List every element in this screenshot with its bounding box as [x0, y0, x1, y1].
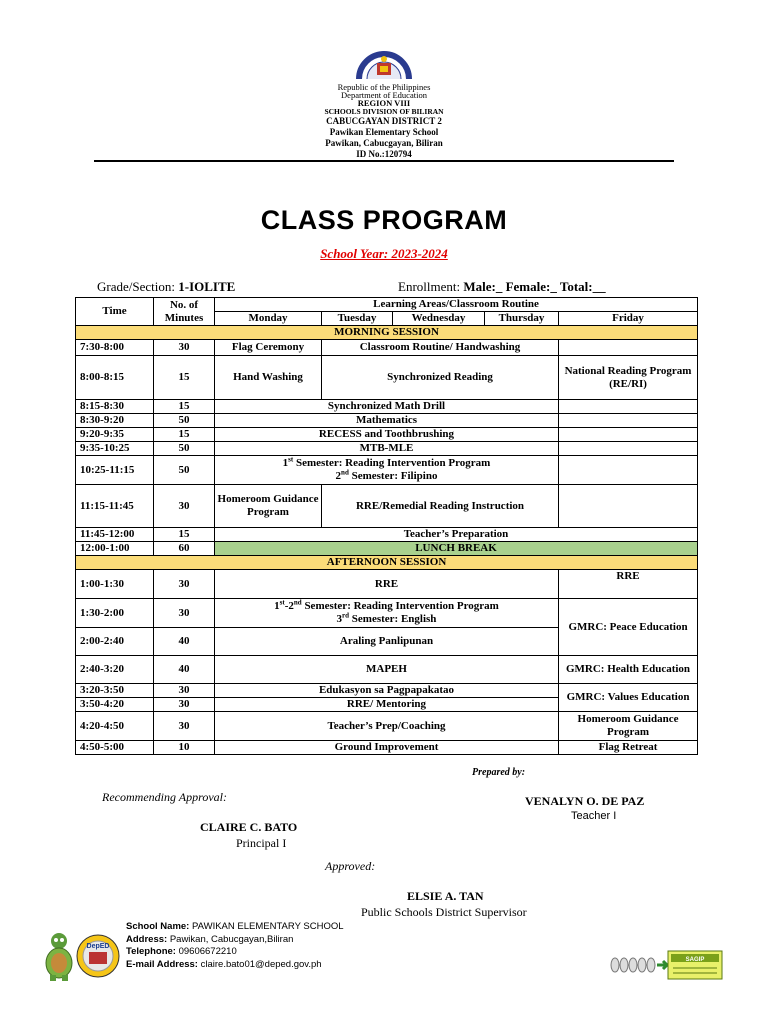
footer-address: Address: Pawikan, Cabucgayan,Biliran [126, 933, 294, 945]
svg-text:DepED: DepED [86, 943, 110, 950]
deped-seal-logo [355, 45, 413, 81]
cell-recess: RECESS and Toothbrushing [215, 428, 559, 442]
row-time: 10:25-11:15 [76, 456, 154, 485]
program-icons-logo [609, 952, 669, 978]
school-year: School Year: 2023-2024 [320, 246, 448, 261]
grade-section-label: Grade/Section: [97, 279, 175, 294]
cell-empty [559, 414, 698, 428]
header-region: REGION VIII [357, 98, 411, 108]
deped-school-seal-logo [76, 934, 120, 978]
row-time: 11:45-12:00 [76, 528, 154, 542]
header-division: SCHOOLS DIVISION OF BILIRAN [324, 107, 444, 116]
header-id-no: ID No.:120794 [356, 149, 412, 159]
row-time: 2:40-3:20 [76, 656, 154, 684]
footer-email: E-mail Address: claire.bato01@deped.gov.ph [126, 958, 322, 970]
row-time: 3:20-3:50 [76, 684, 154, 698]
row-minutes: 15 [154, 428, 215, 442]
row-minutes: 30 [154, 698, 215, 712]
cell-synchronized-reading: Synchronized Reading [322, 356, 559, 400]
row-minutes: 60 [154, 542, 215, 556]
header-school: Pawikan Elementary School [329, 127, 439, 137]
cell-rre-friday: RRE [559, 570, 698, 599]
footer-telephone: Telephone: 09606672210 [126, 946, 237, 957]
col-header-learning: Learning Areas/Classroom Routine [215, 298, 698, 312]
header-republic: Republic of the Philippines [337, 82, 431, 92]
cell-gmrc-values: GMRC: Values Education [559, 684, 698, 712]
cell-empty [559, 456, 698, 485]
cell-mathematics: Mathematics [215, 414, 559, 428]
sagip-logo [667, 950, 723, 980]
svg-text:KAGAWARAN NG EDUKASYON: KAGAWARAN NG EDUKASYON [362, 48, 406, 52]
cell-hand-washing: Hand Washing [215, 356, 322, 400]
grade-section [97, 279, 235, 295]
svg-text:SAGIP: SAGIP [685, 957, 705, 963]
cell-gmrc-health: GMRC: Health Education [559, 656, 698, 684]
cell-mtb-mle: MTB-MLE [215, 442, 559, 456]
footer-contact [126, 921, 344, 971]
row-time: 12:00-1:00 [76, 542, 154, 556]
row-minutes: 50 [154, 456, 215, 485]
approver-title: Public Schools District Supervisor [361, 905, 527, 919]
cell-empty [559, 442, 698, 456]
cell-homeroom-friday: Homeroom Guidance Program [559, 712, 698, 741]
cell-empty [559, 400, 698, 414]
class-program-table [75, 297, 698, 755]
cell-teachers-prep: Teacher’s Preparation [215, 528, 698, 542]
page-title: CLASS PROGRAM [260, 205, 508, 235]
approved-label: Approved: [325, 859, 376, 873]
col-header-wednesday: Wednesday [393, 312, 485, 326]
cell-classroom-routine: Classroom Routine/ Handwashing [322, 340, 559, 356]
cell-edukasyon: Edukasyon sa Pagpapakatao [215, 684, 559, 698]
header-department: Department of Education [341, 90, 427, 100]
preparer-name: VENALYN O. DE PAZ [525, 794, 645, 808]
cell-rre: RRE [215, 570, 559, 599]
row-time: 3:50-4:20 [76, 698, 154, 712]
lunch-break-banner: LUNCH BREAK [215, 542, 698, 556]
row-minutes: 15 [154, 400, 215, 414]
row-time: 8:15-8:30 [76, 400, 154, 414]
row-minutes: 50 [154, 442, 215, 456]
row-minutes: 30 [154, 485, 215, 528]
row-time: 2:00-2:40 [76, 628, 154, 656]
grade-section-value: 1-IOLITE [178, 279, 236, 294]
col-header-thursday: Thursday [485, 312, 559, 326]
turtle-mascot-logo [44, 931, 74, 983]
row-minutes: 10 [154, 741, 215, 755]
col-header-tuesday: Tuesday [322, 312, 393, 326]
cell-rre-remedial: RRE/Remedial Reading Instruction [322, 485, 559, 528]
afternoon-session-banner: AFTERNOON SESSION [76, 556, 698, 570]
cell-ground-improvement: Ground Improvement [215, 741, 559, 755]
cell-national-reading: National Reading Program (RE/RI) [559, 356, 698, 400]
col-header-friday: Friday [559, 312, 698, 326]
row-time: 1:00-1:30 [76, 570, 154, 599]
header-address: Pawikan, Cabucgayan, Biliran [325, 138, 443, 148]
row-time: 9:20-9:35 [76, 428, 154, 442]
col-header-time: Time [76, 298, 154, 326]
row-minutes: 30 [154, 570, 215, 599]
row-minutes: 15 [154, 528, 215, 542]
approver-name: ELSIE A. TAN [407, 889, 484, 903]
sem1-text: 1st Semester: Reading Intervention Program [282, 455, 491, 469]
pm-sem-text: 1st-2nd Semester: Reading Intervention Program [274, 598, 499, 612]
row-minutes: 15 [154, 356, 215, 400]
row-minutes: 40 [154, 628, 215, 656]
row-time: 4:50-5:00 [76, 741, 154, 755]
sem2-text: 2nd Semester: Filipino [335, 468, 438, 482]
row-time: 7:30-8:00 [76, 340, 154, 356]
recommender-title: Principal I [236, 836, 287, 850]
preparer-title: Teacher I [571, 810, 617, 822]
enrollment [398, 279, 606, 295]
enrollment-label: Enrollment: [398, 279, 461, 294]
prepared-by-label: Prepared by: [472, 767, 526, 778]
cell-teachers-prep-coaching: Teacher’s Prep/Coaching [215, 712, 559, 741]
cell-rre-mentoring: RRE/ Mentoring [215, 698, 559, 712]
cell-empty [559, 428, 698, 442]
recommender-name: CLAIRE C. BATO [200, 820, 298, 834]
enrollment-value: Male:_ Female:_ Total:__ [463, 279, 606, 294]
header-divider [94, 160, 674, 162]
row-minutes: 50 [154, 414, 215, 428]
cell-flag-ceremony: Flag Ceremony [215, 340, 322, 356]
row-time: 1:30-2:00 [76, 599, 154, 628]
row-minutes: 30 [154, 599, 215, 628]
cell-araling-panlipunan: Araling Panlipunan [215, 628, 559, 656]
row-time: 8:00-8:15 [76, 356, 154, 400]
col-header-minutes: No. of Minutes [154, 298, 215, 326]
cell-flag-retreat: Flag Retreat [559, 741, 698, 755]
header-district: CABUCGAYAN DISTRICT 2 [326, 116, 442, 126]
row-minutes: 30 [154, 684, 215, 698]
row-minutes: 30 [154, 712, 215, 741]
row-time: 11:15-11:45 [76, 485, 154, 528]
morning-session-banner: MORNING SESSION [76, 326, 698, 340]
footer-school-name: School Name: PAWIKAN ELEMENTARY SCHOOL [126, 921, 344, 932]
row-time: 4:20-4:50 [76, 712, 154, 741]
cell-empty [559, 485, 698, 528]
cell-semester-program [215, 456, 559, 485]
col-header-monday: Monday [215, 312, 322, 326]
row-time: 9:35-10:25 [76, 442, 154, 456]
cell-empty [559, 340, 698, 356]
pm-sem3-text: 3rd Semester: English [336, 611, 437, 625]
row-minutes: 30 [154, 340, 215, 356]
row-minutes: 40 [154, 656, 215, 684]
cell-homeroom: Homeroom Guidance Program [215, 485, 322, 528]
row-time: 8:30-9:20 [76, 414, 154, 428]
cell-math-drill: Synchronized Math Drill [215, 400, 559, 414]
cell-pm-semester-program [215, 599, 559, 628]
cell-gmrc-peace: GMRC: Peace Education [559, 599, 698, 656]
recommending-approval-label: Recommending Approval: [102, 790, 227, 804]
cell-mapeh: MAPEH [215, 656, 559, 684]
